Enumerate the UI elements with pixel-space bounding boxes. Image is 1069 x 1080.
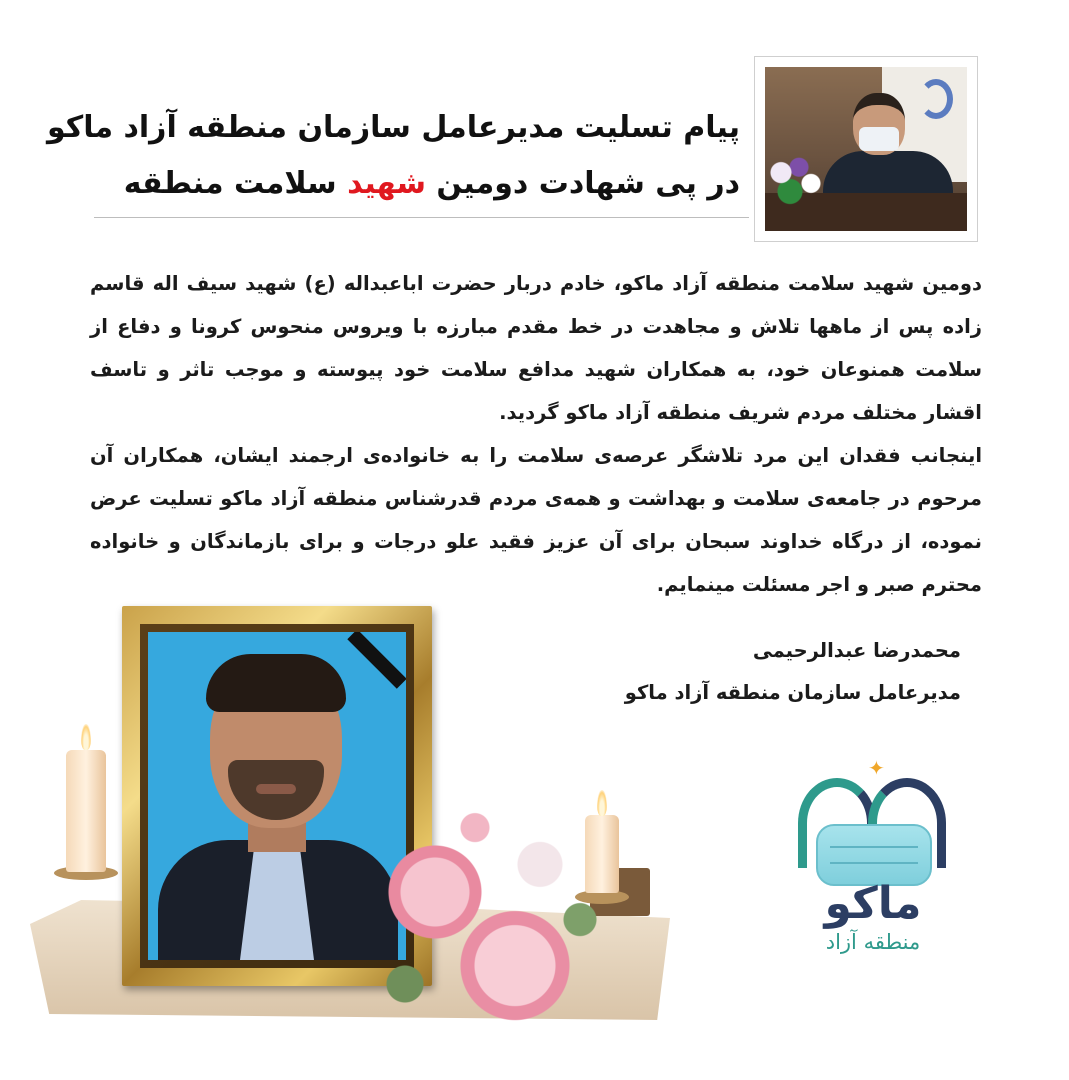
star-icon: ✦ bbox=[868, 756, 885, 780]
headline bbox=[46, 100, 740, 212]
title-line-2-end: سلامت منطقه bbox=[123, 166, 348, 201]
header-photo-frame bbox=[754, 56, 978, 242]
condolence-letter bbox=[90, 262, 982, 606]
maku-free-zone-logo bbox=[788, 752, 958, 962]
header-divider bbox=[94, 217, 749, 218]
title-line-1: پیام تسلیت مدیرعامل سازمان منطقه آزاد ماکو bbox=[46, 110, 740, 145]
roses-bouquet-icon bbox=[360, 800, 610, 1030]
face-mask-icon bbox=[859, 127, 899, 151]
mourning-ribbon-icon bbox=[347, 632, 406, 689]
desk-flowers-icon bbox=[769, 151, 829, 205]
logo-wordmark: ماکو bbox=[824, 878, 922, 929]
letter-paragraph-1: دومین شهید سلامت منطقه آزاد ماکو، خادم دربار حضرت اباعبداله (ع) شهید سیف اله قاسم زاده پس از ماهها تلاش و مجاهدت در خط مقدم مبارزه با ویروس منحوس کرونا و دفاع از سلامت همنوعان خود، به همکاران شهید مدافع سلامت خود پیوسته و موجب تاثر و تاسف اقشار مختلف مردم شریف منطقه آزاد ماکو گردید. bbox=[90, 272, 982, 424]
signature-block bbox=[625, 630, 961, 714]
letter-paragraph-2: اینجانب فقدان این مرد تلاشگر عرصه‌ی سلامت را به خانواده‌ی ارجمند ایشان، همکاران آن مرحوم در جامعه‌ی سلامت و بهداشت و همه‌ی مردم قدرشناس منطقه آزاد ماکو تسلیت عرض نموده، از درگاه خداوند سبحان برای آن عزیز فقید علو درجات و برای بازماندگان و خانواده محترم صبر و اجر مسئلت مینمایم. bbox=[90, 444, 982, 596]
title-line-2-start: در پی شهادت دومین bbox=[425, 166, 740, 201]
logo-mask-icon bbox=[816, 824, 932, 886]
signatory-position: مدیرعامل سازمان منطقه آزاد ماکو bbox=[624, 681, 961, 704]
director-photo bbox=[765, 67, 967, 231]
flame-left-icon bbox=[81, 724, 91, 750]
portrait-hair bbox=[206, 654, 346, 712]
memorial-artwork bbox=[30, 600, 680, 1040]
title-accent-word: شهید bbox=[347, 166, 426, 201]
logo-subtitle: منطقه آزاد bbox=[825, 930, 921, 954]
header bbox=[46, 56, 978, 246]
candle-left-icon bbox=[66, 750, 106, 872]
signatory-name: محمدرضا عبدالرحیمی bbox=[752, 639, 961, 662]
portrait-mouth bbox=[256, 784, 296, 794]
title-line-2 bbox=[100, 156, 740, 212]
